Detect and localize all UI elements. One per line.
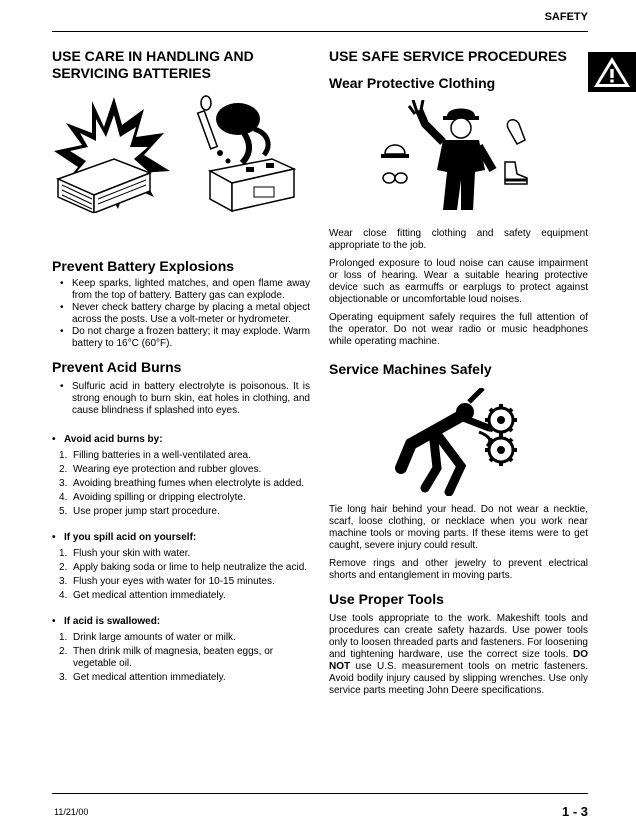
battery-illustration bbox=[52, 93, 310, 213]
list-item: 3. Get medical attention immediately. bbox=[59, 672, 226, 683]
machines-illustration-wrap bbox=[329, 388, 588, 496]
prevent-explosions-heading: Prevent Battery Explosions bbox=[52, 258, 235, 274]
acid-bullets bbox=[52, 381, 310, 417]
proper-tools-heading: Use Proper Tools bbox=[329, 591, 444, 607]
machines-text bbox=[329, 504, 588, 582]
list-item: 3. Flush your eyes with water for 10-15 minutes. bbox=[59, 576, 275, 587]
list-item: • Never check battery charge by placing a metal object across the posts. Use a volt-meter or hydrometer. bbox=[60, 302, 310, 325]
list-item: 3. Avoiding breathing fumes when electrolyte is added. bbox=[59, 478, 305, 489]
list-item: • Sulfuric acid in battery electrolyte is poisonous. It is strong enough to burn skin, eat holes in clothing, and cause blindness if splashed into eyes. bbox=[60, 381, 310, 416]
paragraph: Remove rings and other jewelry to prevent electrical shorts and entanglement in moving parts. bbox=[329, 558, 588, 581]
list-item: • Keep sparks, lighted matches, and open flame away from the top of battery. Battery gas can explode. bbox=[60, 278, 310, 301]
paragraph: Tie long hair behind your head. Do not wear a necktie, scarf, loose clothing, or necklace when you work near machine tools or moving parts. If these items were to get caught, severe injury could result. bbox=[329, 504, 588, 551]
list-item: 4. Get medical attention immediately. bbox=[59, 590, 226, 601]
left-column bbox=[52, 48, 310, 686]
paragraph: Operating equipment safely requires the full attention of the operator. Do not wear radio or music headphones while operating machine. bbox=[329, 312, 588, 347]
service-procedures-title: USE SAFE SERVICE PROCEDURES bbox=[329, 48, 567, 64]
list-item: 2. Wearing eye protection and rubber gloves. bbox=[59, 464, 262, 475]
list-item: 4. Avoiding spilling or dripping electrolyte. bbox=[59, 492, 246, 503]
right-column bbox=[329, 48, 588, 703]
battery-explosion-illustration bbox=[52, 93, 310, 213]
clothing-text bbox=[329, 228, 588, 348]
service-machines-heading: Service Machines Safely bbox=[329, 361, 492, 377]
do-not-emphasis: DO NOT bbox=[329, 649, 588, 672]
battery-section-title: USE CARE IN HANDLING AND SERVICING BATTERIES bbox=[52, 48, 254, 81]
list-item: 1. Flush your skin with water. bbox=[59, 548, 191, 559]
tools-paragraph: Use tools appropriate to the work. Makeshift tools and procedures can create safety hazards. Use power tools only to loosen threaded parts and fasteners. For loosening and tightening hardware, use the correct size tools. DO NOT use U.S. measurement tools on metric fasteners. Avoid bodily injury caused by slipping wrenches. Use only service parts meeting John Deere specifications. bbox=[329, 613, 588, 696]
header-rule bbox=[52, 31, 588, 32]
footer-rule bbox=[52, 793, 588, 794]
paragraph: Wear close fitting clothing and safety equipment appropriate to the job. bbox=[329, 228, 588, 251]
spill-acid-steps bbox=[52, 548, 310, 602]
prevent-acid-burns-heading: Prevent Acid Burns bbox=[52, 359, 182, 375]
section-header: SAFETY bbox=[544, 11, 588, 23]
list-item: • Do not charge a frozen battery; it may explode. Warm battery to 16°C (60°F). bbox=[60, 326, 310, 349]
acid-swallowed-title: • If acid is swallowed: bbox=[52, 616, 161, 627]
list-item: 1. Drink large amounts of water or milk. bbox=[59, 632, 236, 643]
acid-swallowed-steps bbox=[52, 632, 310, 684]
clothing-illustration-wrap bbox=[329, 100, 588, 210]
avoid-burns-steps bbox=[52, 450, 310, 518]
page-number: 1 - 3 bbox=[561, 804, 588, 819]
list-item: 2. Then drink milk of magnesia, beaten eggs, or vegetable oil. bbox=[59, 646, 274, 669]
avoid-burns-title: • Avoid acid burns by: bbox=[52, 434, 163, 445]
list-item: 2. Apply baking soda or lime to help neutralize the acid. bbox=[59, 562, 308, 573]
explosion-bullets bbox=[52, 278, 310, 350]
list-item: 5. Use proper jump start procedure. bbox=[59, 506, 220, 517]
protective-clothing-heading: Wear Protective Clothing bbox=[329, 75, 496, 91]
revision-date: 11/21/00 bbox=[54, 807, 89, 817]
entanglement-hazard-illustration bbox=[329, 388, 588, 496]
protective-clothing-illustration bbox=[329, 100, 588, 210]
paragraph: Prolonged exposure to loud noise can cause impairment or loss of hearing. Wear a suitable hearing protective device such as earmuffs or earplugs to protect against objectionable or uncomfortable loud noises. bbox=[329, 258, 588, 305]
list-item: 1. Filling batteries in a well-ventilated area. bbox=[59, 450, 251, 461]
warning-triangle-icon bbox=[588, 52, 636, 92]
warning-tab bbox=[588, 52, 636, 92]
spill-acid-title: • If you spill acid on yourself: bbox=[52, 532, 197, 543]
